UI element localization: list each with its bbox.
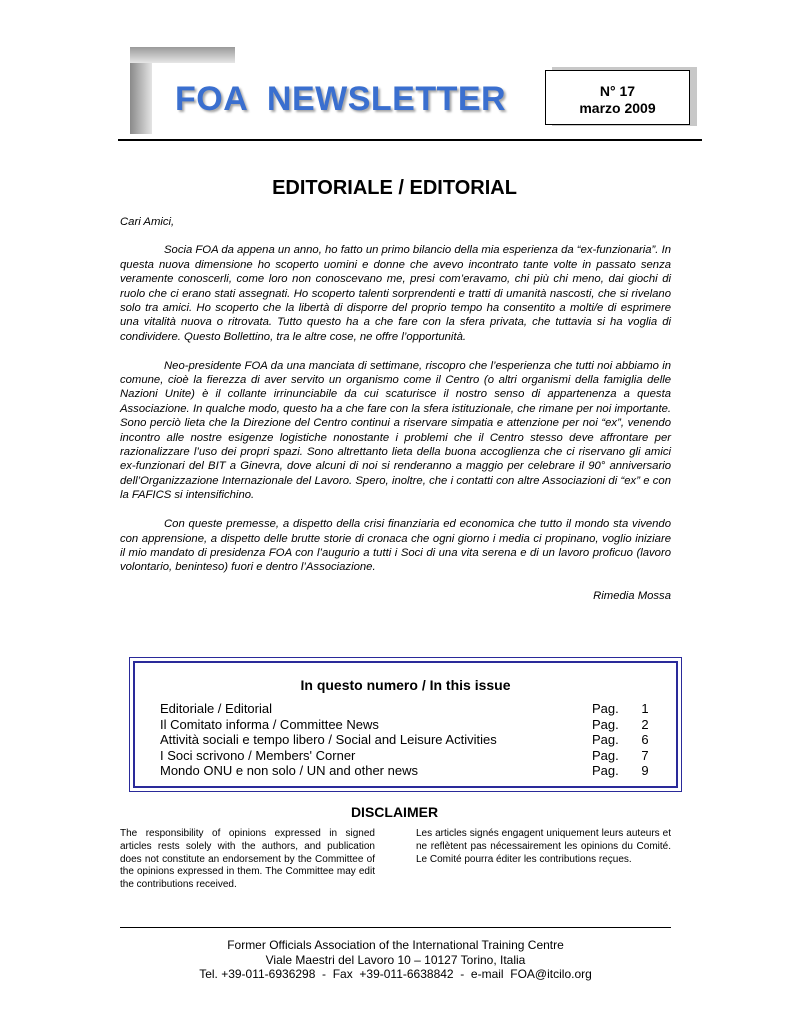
toc-item-label: Mondo ONU e non solo / UN and other news [160, 763, 418, 779]
toc-item-page: 6 [641, 732, 649, 748]
toc-item-pag: Pag. [592, 747, 619, 763]
toc-item-label: I Soci scrivono / Members' Corner [160, 747, 356, 763]
toc-item [160, 763, 660, 779]
salutation: Cari Amici, [120, 216, 175, 228]
toc-item [160, 732, 660, 748]
toc-item-label: Editoriale / Editorial [160, 701, 272, 716]
toc-item [160, 701, 660, 717]
table-of-contents [160, 701, 660, 779]
masthead-decor-bar-top [130, 47, 235, 63]
contents-box [129, 657, 682, 792]
masthead-rule [118, 139, 702, 141]
issue-box [545, 70, 690, 125]
toc-item-label: Attività sociali e tempo libero / Social and Leisure Activities [160, 732, 497, 748]
toc-item-page: 7 [641, 747, 649, 763]
footer-organization: Former Officials Association of the International Training Centre [227, 938, 564, 952]
footer [120, 938, 671, 982]
issue-number: N° 17 [599, 83, 636, 99]
disclaimer-english: The responsibility of opinions expressed in signed articles rests solely with the authors, and publication does not constitute an endorsement by the Committee of the opinions expressed in them. The Committee may edit the contributions received. [120, 828, 375, 891]
toc-item-pag: Pag. [592, 701, 619, 716]
contents-box-inner [133, 661, 678, 788]
disclaimer-heading: DISCLAIMER [350, 804, 439, 820]
toc-item-label: Il Comitato informa / Committee News [160, 716, 379, 732]
contents-title: In questo numero / In this issue [300, 677, 511, 693]
editorial-paragraph: Socia FOA da appena un anno, ho fatto un primo bilancio della mia esperienza da “ex-funzionaria”. In questa nuova dimensione ho scoperto uomini e donne che avevo incontrato tante volte in passato senza veramente conoscerli, come loro non conoscevano me, presi com’eravamo, chi più chi meno, dai giochi di ruolo che ci erano stati assegnati. Ho scoperto talenti sorprendenti e tratti di umanità nascosti, che si rivelano solo tra amici. Ho scoperto che la libertà di disporre del proprio tempo ha consentito a molti/e di esprimere una vitalità nuova o ritrovata. Tutto questo ha a che fare con la sfera privata, che tuttavia si ha voglia di condividere. Questo Bollettino, tra le altre cose, ne offre l’opportunità. [120, 244, 671, 343]
toc-item-page: 9 [641, 763, 649, 779]
toc-item-pag: Pag. [592, 732, 619, 748]
footer-rule [120, 927, 671, 928]
editorial-letter [120, 215, 671, 604]
issue-date: marzo 2009 [579, 100, 656, 116]
editorial-paragraph: Con queste premesse, a dispetto della crisi finanziaria ed economica che tutto il mondo sta vivendo con apprensione, a dispetto delle brutte storie di cronaca che ogni giorno i media ci propinano, voglio iniziare il mio mandato di presidenza FOA con l’augurio a tutti i Soci di una vita serena e di un lavoro proficuo (lavoro volontario, beninteso) fuori e dentro l’Associazione. [120, 518, 671, 574]
footer-contact: Tel. +39-011-6936298 - Fax +39-011-6638842 - e-mail FOA@itcilo.org [199, 967, 592, 981]
disclaimer-french: Les articles signés engagent uniquement leurs auteurs et ne reflètent pas nécessairement les opinions du Comité. Le Comité pourra éditer les contributions reçues. [416, 828, 671, 865]
editorial-paragraph: Neo-presidente FOA da una manciata di settimane, riscopro che l’esperienza che tutti noi abbiamo in comune, cioè la fierezza di aver servito un organismo come il Centro (o altri organismi della famiglia delle Nazioni Unite) è il collante irrinunciabile da cui scaturisce il nostro senso di appartenenza a questa Associazione. In qualche modo, questo ha a che fare con la sfera istituzionale, che rimane per noi importante. Sono perciò lieta che la Direzione del Centro continui a riservare simpatia e attenzione per noi “ex”, venendo incontro alle nostre esigenze logistiche nonostante i problemi che il Centro stesso deve affrontare per razionalizzare l’uso dei propri spazi. Sono altrettanto lieta della buona accoglienza che ci riservano gli amici ex-funzionari del BIT a Ginevra, dove alcuni di noi si renderanno a maggio per celebrare il 90° anniversario dell’Organizzazione Internazionale del Lavoro. Spero, inoltre, che i contatti con altre Associazioni di “ex” e con la FAFICS si intensifichino. [120, 359, 671, 502]
toc-item-pag: Pag. [592, 716, 619, 732]
toc-item-pag: Pag. [592, 763, 619, 779]
toc-item [160, 748, 660, 764]
signature: Rimedia Mossa [593, 590, 671, 603]
toc-item-page: 1 [641, 701, 649, 716]
toc-item-page: 2 [641, 716, 649, 732]
footer-address: Viale Maestri del Lavoro 10 – 10127 Torino, Italia [265, 952, 526, 967]
newsletter-title: FOA NEWSLETTER [175, 80, 507, 118]
toc-item [160, 717, 660, 733]
editorial-heading: EDITORIALE / EDITORIAL [272, 177, 517, 199]
